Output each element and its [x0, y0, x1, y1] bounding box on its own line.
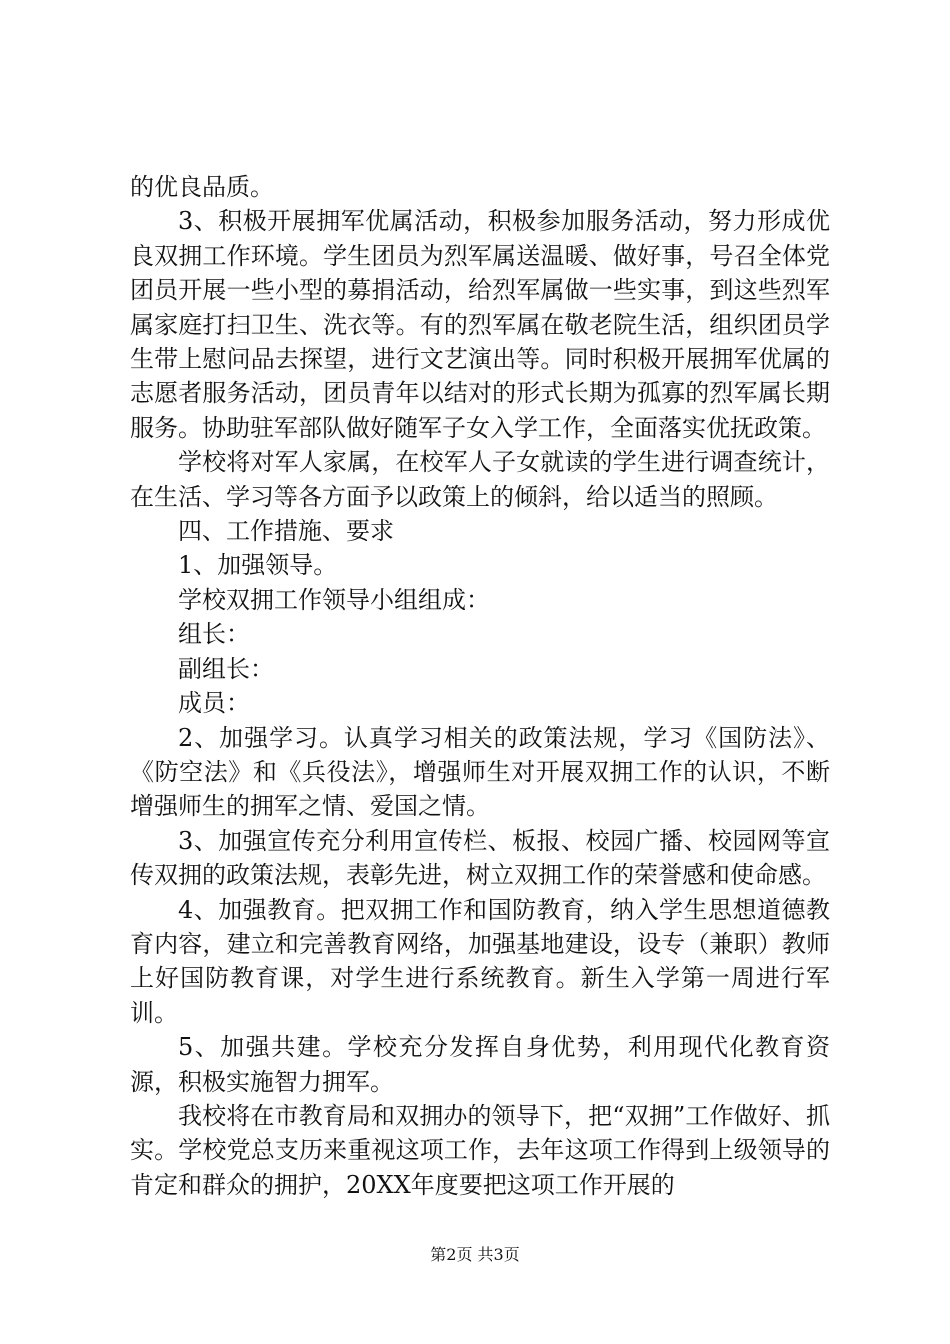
paragraph-3: 学校将对军人家属，在校军人子女就读的学生进行调查统计，在生活、学习等各方面予以政策上的倾斜，给以适当的照顾。	[130, 448, 830, 511]
page-footer	[0, 1245, 950, 1265]
paragraph-5: 1、加强领导。	[178, 551, 338, 580]
paragraph-10: 2、加强学习。认真学习相关的政策法规，学习《国防法》、《防空法》和《兵役法》，增强师生对开展双拥工作的认识，不断增强师生的拥军之情、爱国之情。	[130, 723, 830, 821]
paragraph-13: 5、加强共建。学校充分发挥自身优势，利用现代化教育资源，积极实施智力拥军。	[130, 1033, 830, 1096]
document-body	[130, 170, 830, 1202]
paragraph-1: 的优良品质。	[130, 173, 274, 201]
paragraph-14: 我校将在市教育局和双拥办的领导下，把“双拥”工作做好、抓实。学校党总支历来重视这项工作，去年这项工作得到上级领导的肯定和群众的拥护，20XX年度要把这项工作开展的	[130, 1101, 830, 1199]
paragraph-8: 副组长：	[178, 654, 274, 683]
section-heading: 四、工作措施、要求	[178, 517, 394, 546]
paragraph-2: 3、积极开展拥军优属活动，积极参加服务活动，努力形成优良双拥工作环境。学生团员为烈军属送温暖、做好事，号召全体党团员开展一些小型的募捐活动，给烈军属做一些实事，到这些烈军属家庭打扫卫生、洗衣等。有的烈军属在敬老院生活，组织团员学生带上慰问品去探望，进行文艺演出等。同时积极开展拥军优属的志愿者服务活动，团员青年以结对的形式长期为孤寡的烈军属长期服务。协助驻军部队做好随军子女入学工作，全面落实优抚政策。	[130, 207, 830, 442]
paragraph-7: 组长：	[178, 620, 250, 649]
paragraph-6: 学校双拥工作领导小组组成：	[178, 585, 490, 614]
paragraph-12: 4、加强教育。把双拥工作和国防教育，纳入学生思想道德教育内容，建立和完善教育网络，加强基地建设，设专（兼职）教师上好国防教育课，对学生进行系统教育。新生入学第一周进行军训。	[130, 895, 830, 1027]
paragraph-11: 3、加强宣传充分利用宣传栏、板报、校园广播、校园网等宣传双拥的政策法规，表彰先进，树立双拥工作的荣誉感和使命感。	[130, 826, 830, 890]
paragraph-9: 成员：	[178, 689, 250, 718]
page-number-label: 第2页 共3页	[430, 1245, 520, 1264]
